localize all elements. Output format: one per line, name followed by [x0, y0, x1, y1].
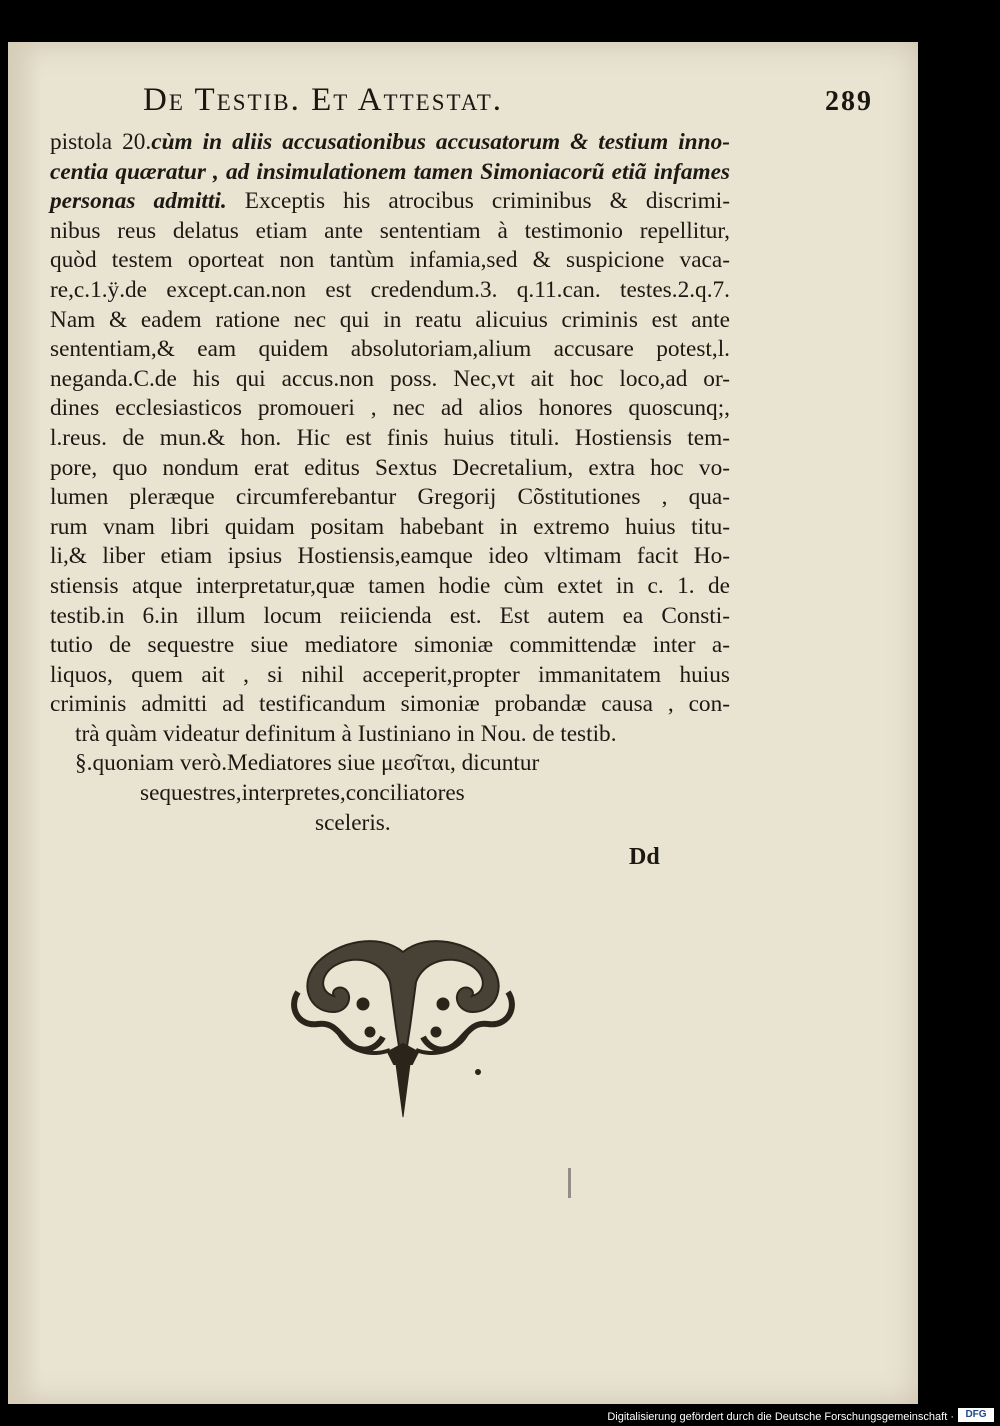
text-line: pore, quo nondum erat editus Sextus Decretalium, extra hoc vo- — [50, 454, 730, 481]
text-line: centia quæratur , ad insimulationem tamen Simoniacorũ etiã infames — [50, 158, 730, 185]
text-line: testib.in 6.in illum locum reiicienda est. Est autem ea Consti- — [50, 602, 730, 629]
ink-mark — [568, 1168, 571, 1198]
text-line: Nam & eadem ratione nec qui in reatu alicuius criminis est ante — [50, 306, 730, 333]
footer-bar — [0, 1404, 1000, 1426]
book-page — [8, 42, 918, 1404]
ornament-icon — [278, 932, 528, 1122]
text-line: sententiam,& eam quidem absolutoriam,alium accusare potest,l. — [50, 336, 730, 363]
text-line: trà quàm videatur definitum à Iustiniano in Nou. de testib. — [75, 720, 617, 747]
text-block — [50, 128, 730, 838]
footer-credit: Digitalisierung gefördert durch die Deutsche Forschungsgemeinschaft · — [607, 1411, 954, 1423]
text-line: tutio de sequestre siue mediatore simoniæ committendæ inter a- — [50, 632, 730, 659]
text-line: li,& liber etiam ipsius Hostiensis,eamque ideo vltimam facit Ho- — [50, 543, 730, 570]
text-line: quòd testem oporteat non tantùm infamia,sed & suspicione vaca- — [50, 247, 730, 274]
text-line: neganda.C.de his qui accus.non poss. Nec,vt ait hoc loco,ad or- — [50, 365, 730, 392]
text-line: l.reus. de mun.& hon. Hic est finis huius tituli. Hostiensis tem- — [50, 424, 730, 451]
text-line: criminis admitti ad testificandum simoniæ probandæ causa , con- — [50, 691, 730, 718]
text-line: dines ecclesiasticos promoueri , nec ad alios honores quoscunq;, — [50, 395, 730, 422]
text-line: lumen pleræque circumferebantur Gregorij Cõstitutiones , qua- — [50, 484, 730, 511]
page-number: 289 — [825, 86, 873, 117]
text-line: pistola 20.cùm in aliis accusationibus accusatorum & testium inno- — [50, 129, 730, 155]
text-line: §.quoniam verò.Mediatores siue μεσῖται, dicuntur — [75, 750, 540, 777]
text-line: rum vnam libri quidam positam habebant in extremo huius titu- — [50, 513, 730, 540]
text-line: sceleris. — [315, 809, 391, 836]
header-title: De Testib. Et Attestat. — [143, 82, 504, 118]
text-line: liquos, quem ait , si nihil acceperit,propter immanitatem huius — [50, 661, 730, 688]
text-line: nibus reus delatus etiam ante sententiam à testimonio repellitur, — [50, 217, 730, 244]
text-line: personas admitti. Exceptis his atrocibus criminibus & discrimi- — [50, 188, 730, 215]
text-line: stiensis atque interpretatur,quæ tamen hodie cùm extet in c. 1. de — [50, 572, 730, 599]
text-line: re,c.1.ÿ.de except.can.non est credendum.3. q.11.can. testes.2.q.7. — [50, 276, 730, 303]
catchword: Dd — [629, 844, 660, 870]
text-line: sequestres,interpretes,conciliatores — [140, 780, 465, 807]
dfg-logo-icon: DFG — [958, 1408, 994, 1422]
